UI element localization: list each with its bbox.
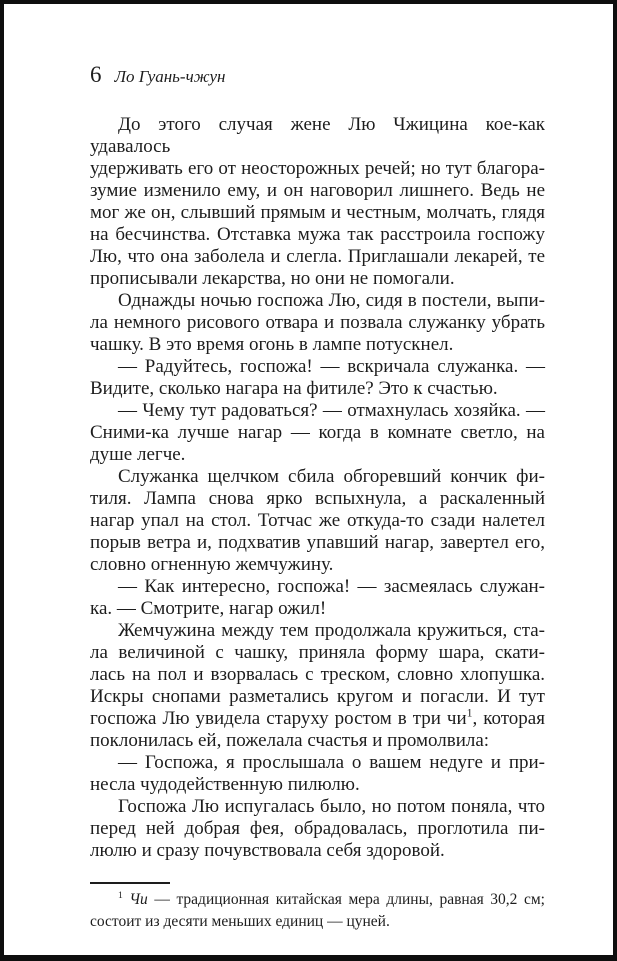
- footnote-section: [90, 882, 545, 933]
- text-run: тиля. Лампа снова ярко вспыхнула, а раскаленный: [90, 488, 545, 509]
- text-run: перед ней добрая фея, обрадовалась, проглотила пи-: [90, 818, 545, 839]
- text-run: мог же он, слывший прямым и честным, молчать, глядя: [90, 202, 545, 223]
- footnote-text: [90, 889, 545, 933]
- text-line: [90, 510, 545, 532]
- text-line: [90, 268, 545, 290]
- text-line: [90, 554, 545, 576]
- text-run: Госпожа Лю испугалась было, но потом поняла, что: [118, 796, 545, 817]
- text-line: [90, 466, 545, 488]
- paragraph: [90, 466, 545, 576]
- paragraph: [90, 620, 545, 752]
- text-line: [90, 840, 545, 862]
- text-run: Жемчужина между тем продолжала кружиться, ста-: [118, 620, 545, 641]
- text-line: [90, 818, 545, 840]
- text-line: [90, 444, 545, 466]
- page-content: [90, 62, 545, 933]
- italic-text-run: Чи: [129, 891, 148, 908]
- text-line: [90, 356, 545, 378]
- text-line: [90, 114, 545, 158]
- footnote-line: [90, 911, 545, 933]
- text-line: [90, 180, 545, 202]
- page-header: [90, 62, 545, 90]
- text-line: [90, 290, 545, 312]
- text-line: [90, 400, 545, 422]
- text-line: [90, 532, 545, 554]
- text-run: зумие изменило ему, и он наговорил лишнего. Ведь не: [90, 180, 545, 201]
- text-run: чашку. В это время огонь в лампе потускнел.: [90, 334, 454, 355]
- text-line: [90, 774, 545, 796]
- footnote-line: [90, 889, 545, 911]
- text-run: Лю, что она заболела и слегла. Приглашали лекарей, те: [90, 246, 545, 267]
- text-run: удерживать его от неосторожных речей; но тут благора-: [90, 158, 545, 179]
- text-run: ка. — Смотрите, нагар ожил!: [90, 598, 327, 619]
- text-run: Сними-ка лучше нагар — когда в комнате светло, на: [90, 422, 545, 443]
- paragraph: [90, 114, 545, 290]
- text-line: [90, 598, 545, 620]
- text-run: Искры снопами разметались кругом и погасли. И тут: [90, 686, 545, 707]
- text-run: прописывали лекарства, но они не помогали.: [90, 268, 455, 289]
- text-run: порыв ветра и, подхватив упавший нагар, завертел его,: [90, 532, 545, 553]
- text-line: [90, 246, 545, 268]
- paragraph: [90, 796, 545, 862]
- text-run: Служанка щелчком сбила обгоревший кончик фи-: [118, 466, 545, 487]
- text-run: лась на пол и взорвалась с треском, словно хлопушка.: [90, 664, 545, 685]
- paragraph: [90, 752, 545, 796]
- text-line: [90, 312, 545, 334]
- text-run: на бесчинства. Отставка мужа так расстроила госпожу: [90, 224, 545, 245]
- text-run: — Госпожа, я прослышала о вашем недуге и при-: [118, 752, 545, 773]
- footnote-rule: [90, 882, 170, 884]
- text-line: [90, 576, 545, 598]
- text-run: — традиционная китайская мера длины, равная 30,2 см;: [147, 891, 545, 908]
- body-text: [90, 114, 545, 862]
- paragraph: [90, 400, 545, 466]
- running-title: Ло Гуань-чжун: [114, 67, 226, 86]
- text-run: , которая: [472, 708, 545, 729]
- text-run: нагар упал на стол. Тотчас же откуда-то сзади налетел: [90, 510, 545, 531]
- footnote-marker: 1: [466, 706, 473, 720]
- text-line: [90, 642, 545, 664]
- text-run: — Как интересно, госпожа! — засмеялась служан-: [118, 576, 545, 597]
- text-run: госпожа Лю увидела старуху ростом в три чи: [90, 708, 467, 729]
- page-number: 6: [90, 62, 102, 87]
- text-line: [90, 686, 545, 708]
- text-run: душе легче.: [90, 444, 186, 465]
- text-run: ла величиной с чашку, приняла форму шара, скати-: [90, 642, 545, 663]
- text-run: — Радуйтесь, госпожа! — вскричала служанка. —: [118, 356, 545, 377]
- text-line: [90, 334, 545, 356]
- paragraph: [90, 576, 545, 620]
- text-line: [90, 752, 545, 774]
- text-run: поклонилась ей, пожелала счастья и промолвила:: [90, 730, 490, 751]
- text-run: До этого случая жене Лю Чжицина кое-как удавалось: [90, 114, 545, 157]
- text-line: [90, 224, 545, 246]
- text-run: — Чему тут радоваться? — отмахнулась хозяйка. —: [118, 400, 545, 421]
- text-run: несла чудодейственную пилюлю.: [90, 774, 360, 795]
- paragraph: [90, 290, 545, 356]
- text-line: [90, 202, 545, 224]
- text-line: [90, 488, 545, 510]
- text-run: Видите, сколько нагара на фитиле? Это к счастью.: [90, 378, 498, 399]
- text-run: словно огненную жемчужину.: [90, 554, 334, 575]
- footnote-marker: 1: [118, 889, 123, 901]
- text-run: люлю и сразу почувствовала себя здоровой.: [90, 840, 445, 861]
- paragraph: [90, 356, 545, 400]
- text-line: [90, 620, 545, 642]
- text-run: ла немного рисового отвара и позвала служанку убрать: [90, 312, 545, 333]
- text-line: [90, 730, 545, 752]
- text-run: состоит из десяти меньших единиц — цуней.: [90, 913, 390, 930]
- text-line: [90, 796, 545, 818]
- text-line: [90, 158, 545, 180]
- text-line: [90, 378, 545, 400]
- text-run: Однажды ночью госпожа Лю, сидя в постели, выпи-: [118, 290, 545, 311]
- text-line: [90, 708, 545, 730]
- text-line: [90, 422, 545, 444]
- text-line: [90, 664, 545, 686]
